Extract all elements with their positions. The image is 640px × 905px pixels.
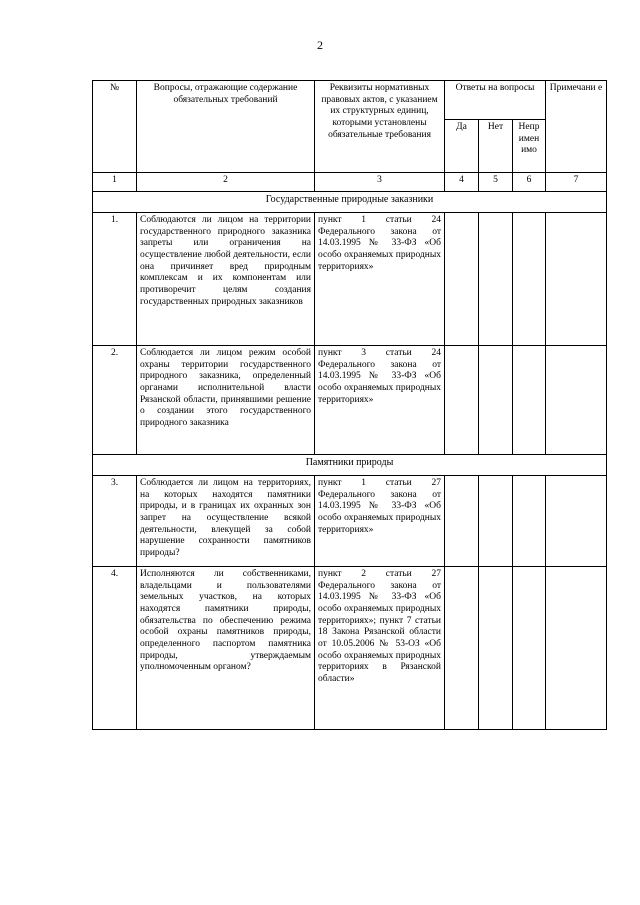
row-question: Соблюдаются ли лицом на территории государственного природного заказника запреты или ограничения на осуществление любой деятельности, если она причиняет вред природным комплексам и их компонентам или противоречит целям создания государственных природных заказников [137,213,315,346]
answer-no-cell[interactable] [479,476,513,567]
row-number: 4. [93,567,137,730]
header-num: № [93,81,137,173]
row-requisites: пункт 2 статьи 27 Федерального закона от 14.03.1995 № 33-ФЗ «Об особо охраняемых природных территориях»; пункт 7 статьи 18 Закона Рязанской области от 10.05.2006 № 53-ОЗ «Об особо охраняемых природных территориях в Рязанской области» [315,567,445,730]
answer-yes-cell[interactable] [445,567,479,730]
answer-yes-cell[interactable] [445,213,479,346]
header-yes: Да [445,120,479,173]
section-row [93,455,607,476]
table-row [93,567,607,730]
header-requisites: Реквизиты нормативных правовых актов, с указанием их структурных единиц, которыми установлены обязательные требования [315,81,445,173]
note-cell[interactable] [546,346,607,455]
answer-yes-cell[interactable] [445,346,479,455]
header-no: Нет [479,120,513,173]
page-number: 2 [317,38,323,52]
col-number: 2 [137,173,315,192]
header-note: Примечани е [546,81,607,173]
answer-na-cell[interactable] [513,346,546,455]
row-question: Исполняются ли собственниками, владельцами и пользователями земельных участков, на которых находятся памятники природы, обязательства по обеспечению режима особой охраны памятников природы, определенного паспортом памятника природы, утверждаемым уполномоченным органом? [137,567,315,730]
table-row [93,476,607,567]
answer-no-cell[interactable] [479,346,513,455]
header-questions: Вопросы, отражающие содержание обязательных требований [137,81,315,173]
column-numbers-row [93,173,607,192]
answer-na-cell[interactable] [513,476,546,567]
row-question: Соблюдается ли лицом режим особой охраны территории государственного природного заказника, определенный органами исполнительной власти Рязанской области, принявшими решение о создании этого государственного природного заказника [137,346,315,455]
table-row [93,346,607,455]
row-requisites: пункт 1 статьи 27 Федерального закона от 14.03.1995 № 33-ФЗ «Об особо охраняемых природных территориях» [315,476,445,567]
checklist-table [92,80,607,730]
table-row [93,213,607,346]
note-cell[interactable] [546,476,607,567]
answer-no-cell[interactable] [479,213,513,346]
row-requisites: пункт 3 статьи 24 Федерального закона от 14.03.1995 № 33-ФЗ «Об особо охраняемых природных территориях» [315,346,445,455]
row-number: 1. [93,213,137,346]
header-not-applicable: Непр имен имо [513,120,546,173]
section-title: Памятники природы [93,455,607,476]
answer-na-cell[interactable] [513,567,546,730]
row-number: 2. [93,346,137,455]
header-row [93,81,607,120]
row-number: 3. [93,476,137,567]
section-row [93,192,607,213]
row-requisites: пункт 1 статьи 24 Федерального закона от 14.03.1995 № 33-ФЗ «Об особо охраняемых природных территориях» [315,213,445,346]
row-question: Соблюдается ли лицом на территориях, на которых находятся памятники природы, и в границах их охранных зон запрет на осуществление всякой деятельности, влекущей за собой нарушение сохранности памятников природы? [137,476,315,567]
col-number: 7 [546,173,607,192]
answer-na-cell[interactable] [513,213,546,346]
col-number: 3 [315,173,445,192]
col-number: 4 [445,173,479,192]
section-title: Государственные природные заказники [93,192,607,213]
col-number: 6 [513,173,546,192]
col-number: 5 [479,173,513,192]
col-number: 1 [93,173,137,192]
answer-yes-cell[interactable] [445,476,479,567]
note-cell[interactable] [546,567,607,730]
answer-no-cell[interactable] [479,567,513,730]
note-cell[interactable] [546,213,607,346]
header-answers: Ответы на вопросы [445,81,546,120]
